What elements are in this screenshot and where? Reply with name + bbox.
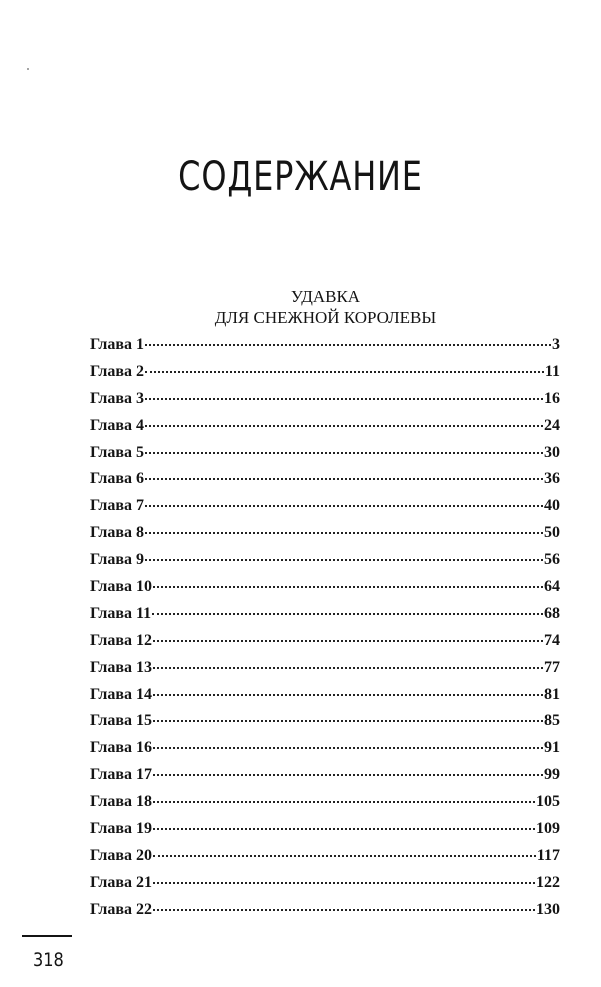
toc-entry-page: 117 bbox=[536, 846, 560, 864]
toc-entry[interactable] bbox=[90, 359, 560, 386]
toc-entry-label: Глава 9 bbox=[90, 551, 144, 569]
toc-entry[interactable] bbox=[90, 386, 560, 413]
toc-entry-label: Глава 13 bbox=[90, 658, 152, 676]
toc-entry-page: 81 bbox=[544, 685, 560, 703]
toc-entry-page: 50 bbox=[544, 524, 560, 542]
toc-entry-page: 77 bbox=[544, 658, 560, 676]
toc-entry[interactable] bbox=[90, 413, 560, 440]
scan-speck bbox=[27, 68, 29, 70]
toc-leader-dots bbox=[145, 397, 543, 400]
toc-entry-label: Глава 15 bbox=[90, 712, 152, 730]
toc-leader-dots bbox=[145, 531, 543, 534]
toc-leader-dots bbox=[153, 585, 543, 588]
toc-entry-page: 11 bbox=[544, 362, 560, 380]
section-title bbox=[0, 286, 601, 328]
toc-leader-dots bbox=[145, 451, 543, 454]
toc-entry-label: Глава 2 bbox=[90, 362, 144, 380]
toc-leader-dots bbox=[153, 666, 543, 669]
toc-entry-label: Глава 18 bbox=[90, 793, 152, 811]
toc-entry[interactable] bbox=[90, 843, 560, 870]
toc-entry-page: 122 bbox=[536, 873, 560, 891]
toc-entry-label: Глава 21 bbox=[90, 873, 152, 891]
toc-entry-page: 36 bbox=[544, 470, 560, 488]
section-title-line-2: ДЛЯ СНЕЖНОЙ КОРОЛЕВЫ bbox=[214, 308, 437, 327]
toc-leader-dots bbox=[153, 719, 543, 722]
toc-entry[interactable] bbox=[90, 601, 560, 628]
toc-entry-label: Глава 16 bbox=[90, 739, 152, 757]
toc-entry-page: 105 bbox=[536, 793, 560, 811]
toc-entry[interactable] bbox=[90, 655, 560, 682]
toc-entry-label: Глава 22 bbox=[90, 900, 152, 918]
toc-entry-label: Глава 1 bbox=[90, 336, 144, 353]
toc-entry-page: 99 bbox=[544, 766, 560, 784]
toc-entry[interactable] bbox=[90, 520, 560, 547]
toc-entry[interactable] bbox=[90, 735, 560, 762]
section-title-line-1: УДАВКА bbox=[290, 287, 361, 306]
toc-entry[interactable] bbox=[90, 870, 560, 897]
toc-entry-page: 56 bbox=[544, 551, 560, 569]
toc-entry-label: Глава 6 bbox=[90, 470, 144, 488]
toc-leader-dots bbox=[153, 746, 543, 749]
toc-entry-label: Глава 17 bbox=[90, 766, 152, 784]
toc-entry[interactable] bbox=[90, 789, 560, 816]
page-number: 318 bbox=[33, 949, 64, 971]
toc-entry-label: Глава 5 bbox=[90, 443, 144, 461]
toc-entry[interactable] bbox=[90, 493, 560, 520]
toc-entry-page: 64 bbox=[544, 578, 560, 596]
toc-entry-label: Глава 7 bbox=[90, 497, 144, 515]
toc-entry-page: 30 bbox=[544, 443, 560, 461]
toc-leader-dots bbox=[145, 477, 543, 480]
table-of-contents bbox=[90, 332, 560, 924]
toc-entry-label: Глава 4 bbox=[90, 416, 144, 434]
toc-entry-label: Глава 3 bbox=[90, 389, 144, 407]
toc-leader-dots bbox=[153, 908, 535, 911]
toc-entry[interactable] bbox=[90, 897, 560, 924]
toc-entry-page: 91 bbox=[544, 739, 560, 757]
page-title: СОДЕРЖАНИЕ bbox=[178, 153, 423, 200]
toc-leader-dots bbox=[145, 504, 543, 507]
toc-leader-dots bbox=[153, 800, 535, 803]
toc-entry-label: Глава 19 bbox=[90, 820, 152, 838]
toc-leader-dots bbox=[153, 693, 543, 696]
toc-entry[interactable] bbox=[90, 708, 560, 735]
toc-leader-dots bbox=[153, 827, 535, 830]
toc-entry-label: Глава 10 bbox=[90, 578, 152, 596]
toc-entry-label: Глава 20 bbox=[90, 846, 152, 864]
toc-entry[interactable] bbox=[90, 574, 560, 601]
toc-leader-dots bbox=[145, 558, 543, 561]
toc-entry-page: 16 bbox=[544, 389, 560, 407]
toc-entry[interactable] bbox=[90, 332, 560, 359]
toc-leader-dots bbox=[153, 773, 543, 776]
toc-leader-dots bbox=[145, 370, 544, 373]
toc-entry-label: Глава 14 bbox=[90, 685, 152, 703]
toc-entry-page: 85 bbox=[544, 712, 560, 730]
toc-entry-page: 3 bbox=[552, 336, 560, 353]
toc-leader-dots bbox=[152, 612, 543, 615]
toc-entry[interactable] bbox=[90, 682, 560, 709]
toc-leader-dots bbox=[145, 424, 543, 427]
toc-entry-label: Глава 12 bbox=[90, 631, 152, 649]
toc-entry-page: 74 bbox=[544, 631, 560, 649]
footer-rule bbox=[22, 935, 72, 937]
toc-entry-label: Глава 11 bbox=[90, 604, 152, 622]
toc-entry[interactable] bbox=[90, 816, 560, 843]
toc-entry[interactable] bbox=[90, 466, 560, 493]
toc-entry-page: 40 bbox=[544, 497, 560, 515]
toc-entry-page: 24 bbox=[544, 416, 560, 434]
toc-entry-label: Глава 8 bbox=[90, 524, 144, 542]
toc-leader-dots bbox=[153, 639, 543, 642]
toc-entry[interactable] bbox=[90, 440, 560, 467]
toc-leader-dots bbox=[153, 881, 535, 884]
toc-entry[interactable] bbox=[90, 547, 560, 574]
toc-entry-page: 109 bbox=[536, 820, 560, 838]
toc-entry-page: 130 bbox=[536, 900, 560, 918]
toc-leader-dots bbox=[145, 343, 551, 346]
toc-entry-page: 68 bbox=[544, 604, 560, 622]
toc-leader-dots bbox=[153, 854, 536, 857]
toc-entry[interactable] bbox=[90, 628, 560, 655]
toc-entry[interactable] bbox=[90, 762, 560, 789]
